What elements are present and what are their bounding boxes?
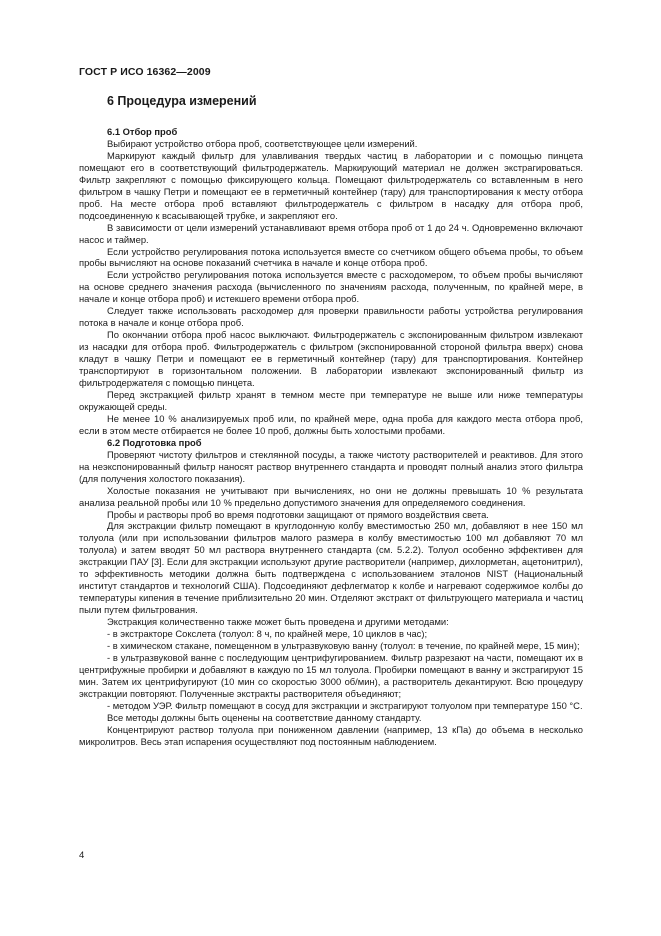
section-title: 6 Процедура измерений [107,94,257,108]
paragraph: Следует также использовать расходомер для проверки правильности работы устройства регулирования потока в начале и конце отбора проб. [79,305,583,329]
paragraph: В зависимости от цели измерений устанавливают время отбора проб от 1 до 24 ч. Одновременно включают насос и таймер. [79,221,583,245]
paragraph: Пробы и растворы проб во время подготовки защищают от прямого воздействия света. [107,508,489,520]
subsection-heading: 6.1 Отбор проб [107,126,178,137]
paragraph: Если устройство регулирования потока используется вместе со счетчиком общего объема пробы, то объем пробы вычисляют на основе показаний счетчика в начале и конце отбора проб. [79,245,583,269]
list-item: - методом УЭР. Фильтр помещают в сосуд для экстракции и экстрагируют толуолом при температуре 150 °С. [107,699,583,711]
paragraph: Если устройство регулирования потока используется вместе с расходомером, то объем пробы вычисляют на основе среднего значения расхода (вычисленного по значениям расхода, полученным, по крайней мере, в начале и конце отбора проб) и истекшего времени отбора проб. [79,269,583,305]
paragraph: Холостые показания не учитывают при вычислениях, но они не должны превышать 10 % результата анализа реальной пробы или 10 % предельно допустимого значения для определяемого соединения. [79,484,583,508]
page-number: 4 [79,850,85,861]
paragraph: Выбирают устройство отбора проб, соответствующее цели измерений. [107,137,418,149]
paragraph: Концентрируют раствор толуола при пониженном давлении (например, 13 кПа) до объема в несколько микролитров. Весь этап испарения осуществляют под постоянным наблюдением. [79,723,583,747]
paragraph: Экстракция количественно также может быть проведена и другими методами: [107,616,449,628]
paragraph: По окончании отбора проб насос выключают. Фильтродержатель с экспонированным фильтром извлекают из насадки для отбора проб. Фильтродержатель с фильтром (экспонированной стороной фильтра вверх) снова кладут в чашку Петри и помещают ее в герметичный контейнер (тару) для транспортирования. Контейнер транспортируют в горизонтальном положении. В лаборатории извлекают экспонированный фильтр из фильтродержателя с помощью пинцета. [79,329,583,389]
paragraph: Не менее 10 % анализируемых проб или, по крайней мере, одна проба для каждого места отбора проб, если в этом месте отбирается не более 10 проб, должны быть холостыми пробами. [79,412,583,436]
subsection-heading: 6.2 Подготовка проб [107,436,202,448]
paragraph: Все методы должны быть оценены на соответствие данному стандарту. [107,711,422,723]
paragraph: Для экстракции фильтр помещают в круглодонную колбу вместимостью 250 мл, добавляют в нее 150 мл толуола (или при использовании фильтров малого размера в колбу вместимостью 100 мл добавляют 70 мл толуола) и затем вводят 50 мл раствора внутреннего стандарта (см. 5.2.2). Толуол особенно эффективен для экстракции ПАУ [3]. Если для экстракции используют другие растворители (например, дихлорметан, ацетонитрил), то эффективность методики должна быть подтверждена с использованием эталонов NIST (Национальный институт стандартов и технологий США). Подсоединяют дефлегматор к колбе и нагревают содержимое колбы до температуры кипения в течение приблизительно 20 мин. Отделяют экстракт от фильтрующего материала и частиц пыли путем фильтрования. [79,520,583,616]
list-item: - в экстракторе Сокслета (толуол: 8 ч, по крайней мере, 10 циклов в час); [107,628,428,640]
document-header: ГОСТ Р ИСО 16362—2009 [79,66,211,78]
paragraph: Перед экстракцией фильтр хранят в темном месте при температуре не выше или ниже температуры окружающей среды. [79,388,583,412]
paragraph: Маркируют каждый фильтр для улавливания твердых частиц в лаборатории и с помощью пинцета помещают его в соответствующий фильтродержатель. Маркирующий материал не должен экстрагироваться. Фильтр закрепляют с помощью фиксирующего кольца. Помещают фильтродержатель со вставленным в него фильтром в чашку Петри и помещают ее в герметичный контейнер (тару) для транспортирования к месту отбора проб. На месте отбора проб вставляют фильтродержатель с фильтром в насадку для отбора проб, подсоединенную к всасывающей трубке, и закрепляют его. [79,149,583,221]
list-item: - в химическом стакане, помещенном в ультразвуковую ванну (толуол: в течение, по крайней мере, 15 мин); [107,639,580,651]
paragraph: Проверяют чистоту фильтров и стеклянной посуды, а также чистоту растворителей и реактивов. Для этого на неэкспонированный фильтр наносят раствор внутреннего стандарта и проводят полный анализ этого фильтра (для получения холостого показания). [79,448,583,484]
document-body [79,126,583,748]
list-item: - в ультразвуковой ванне с последующим центрифугированием. Фильтр разрезают на части, помещают их в центрифужные пробирки и добавляют в каждую по 15 мл толуола. Пробирки помещают в ванну и экстрагируют 15 мин. Затем их центрифугируют (10 мин со скоростью 3000 об/мин), а растворитель декантируют. Всю процедуру экстракции повторяют. Полученные экстракты растворителя объединяют; [79,651,583,699]
